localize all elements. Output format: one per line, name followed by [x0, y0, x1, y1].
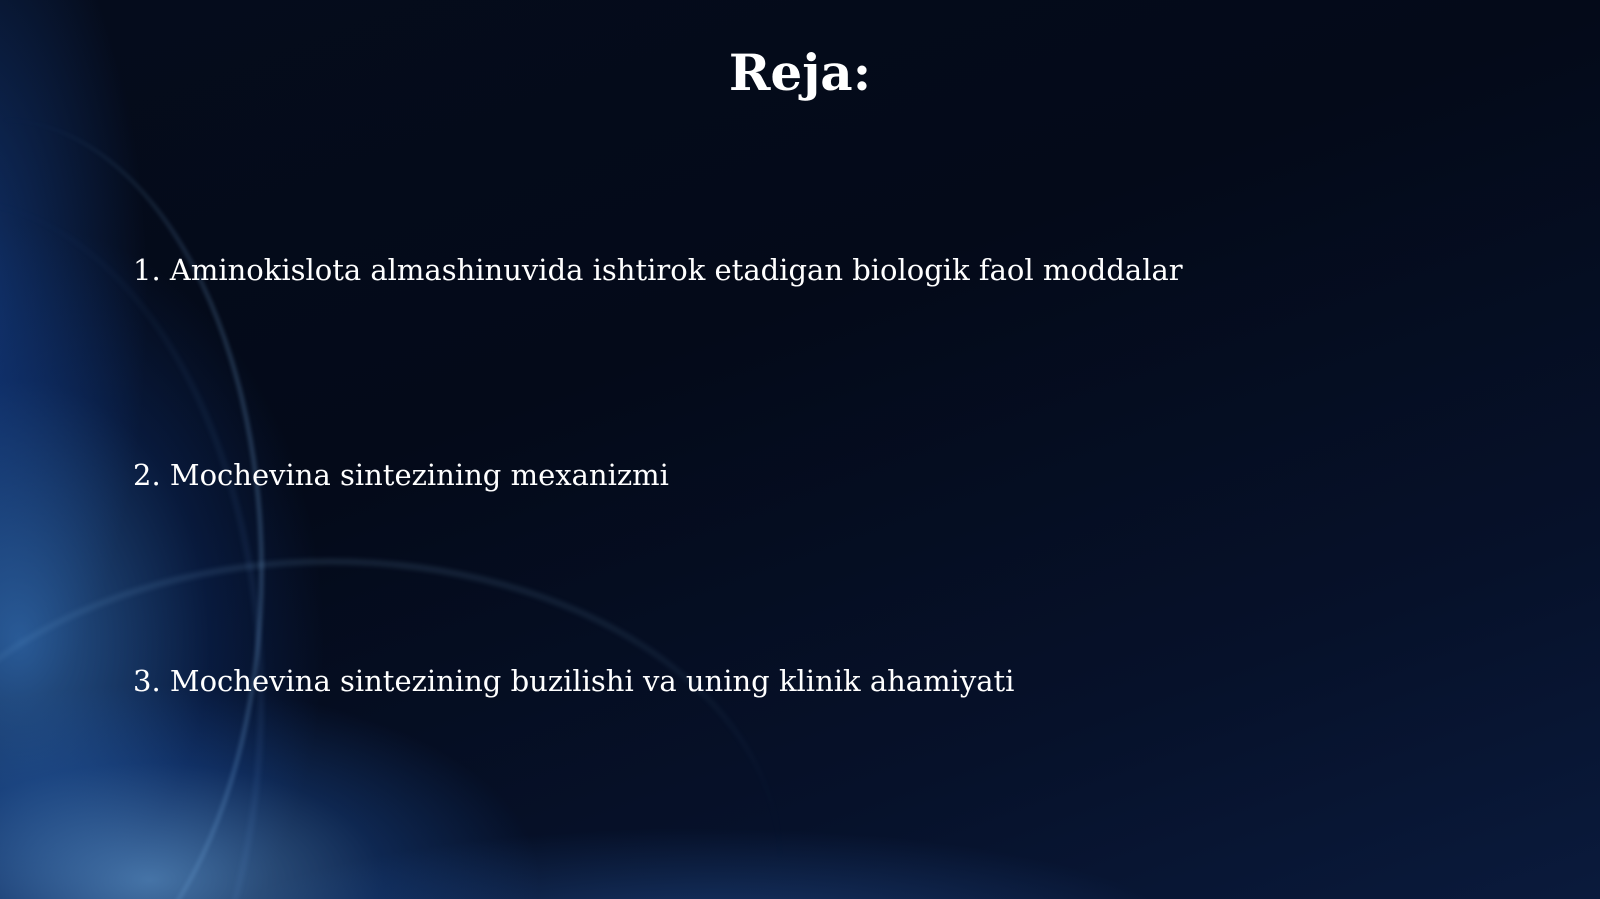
background-streak: [0, 120, 263, 899]
list-item: 2. Mochevina sintezining mexanizmi: [133, 458, 669, 492]
background-streak: [0, 200, 262, 899]
list-item: 1. Aminokislota almashinuvida ishtirok etadigan biologik faol moddalar: [133, 253, 1183, 287]
list-item: 3. Mochevina sintezining buzilishi va uning klinik ahamiyati: [133, 664, 1015, 698]
background-streak: [0, 560, 780, 899]
slide-title: Reja:: [728, 43, 872, 102]
